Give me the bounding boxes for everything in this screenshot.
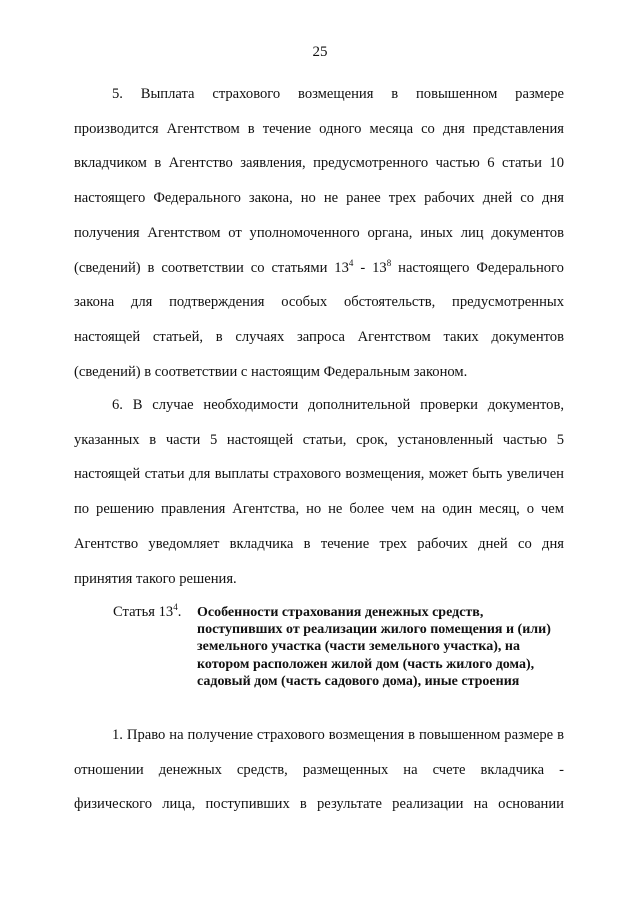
paragraph-5-text-b: - 13	[353, 259, 387, 276]
page-number: 25	[312, 44, 328, 60]
article-superscript: 4	[173, 602, 178, 612]
superscript-4: 4	[348, 257, 354, 268]
superscript-8: 8	[386, 257, 392, 268]
paragraph-1: 1. Право на получение страхового возмещения в повышенном размере в отношении денежных средств, размещенных на счете вкладчика - физического лица, поступивших в результате реализации на основании	[74, 727, 564, 813]
article-label: Статья 13	[113, 604, 174, 620]
paragraph-6: 6. В случае необходимости дополнительной проверки документов, указанных в части 5 настоящей статьи, срок, установленный частью 5 настоящей статьи для выплаты страхового возмещения, может быть увеличен по решению правления Агентства, но не более чем на один месяц, о чем Агентство уведомляет вкладчика в течение трех рабочих дней со дня принятия такого решения.	[74, 397, 564, 587]
article-label-end: .	[177, 604, 182, 620]
paragraph-5-text-c: настоящего Федерального закона для подтверждения особых обстоятельств, предусмотренных настоящей статьей, в случаях запроса Агентством таких документов (сведений) в соответствии с настоящим Федеральным законом.	[74, 259, 564, 380]
article-number	[113, 604, 181, 621]
article-title: Особенности страхования денежных средств, поступивших от реализации жилого помещения и (или) земельного участка (части земельного участка), на котором расположен жилой дом (часть жилого дома), садовый дом (часть садового дома), иные строения	[197, 605, 551, 689]
paragraph-5-text-a: 5. Выплата страхового возмещения в повышенном размере производится Агентством в течение одного месяца со дня представления вкладчиком в Агентство заявления, предусмотренного частью 6 статьи 10 настоящего Федерального закона, но не ранее трех рабочих дней со дня получения Агентством от уполномоченного органа, иных лиц документов (сведений) в соответствии со статьями 13	[74, 86, 564, 276]
paragraph-5	[74, 77, 564, 389]
